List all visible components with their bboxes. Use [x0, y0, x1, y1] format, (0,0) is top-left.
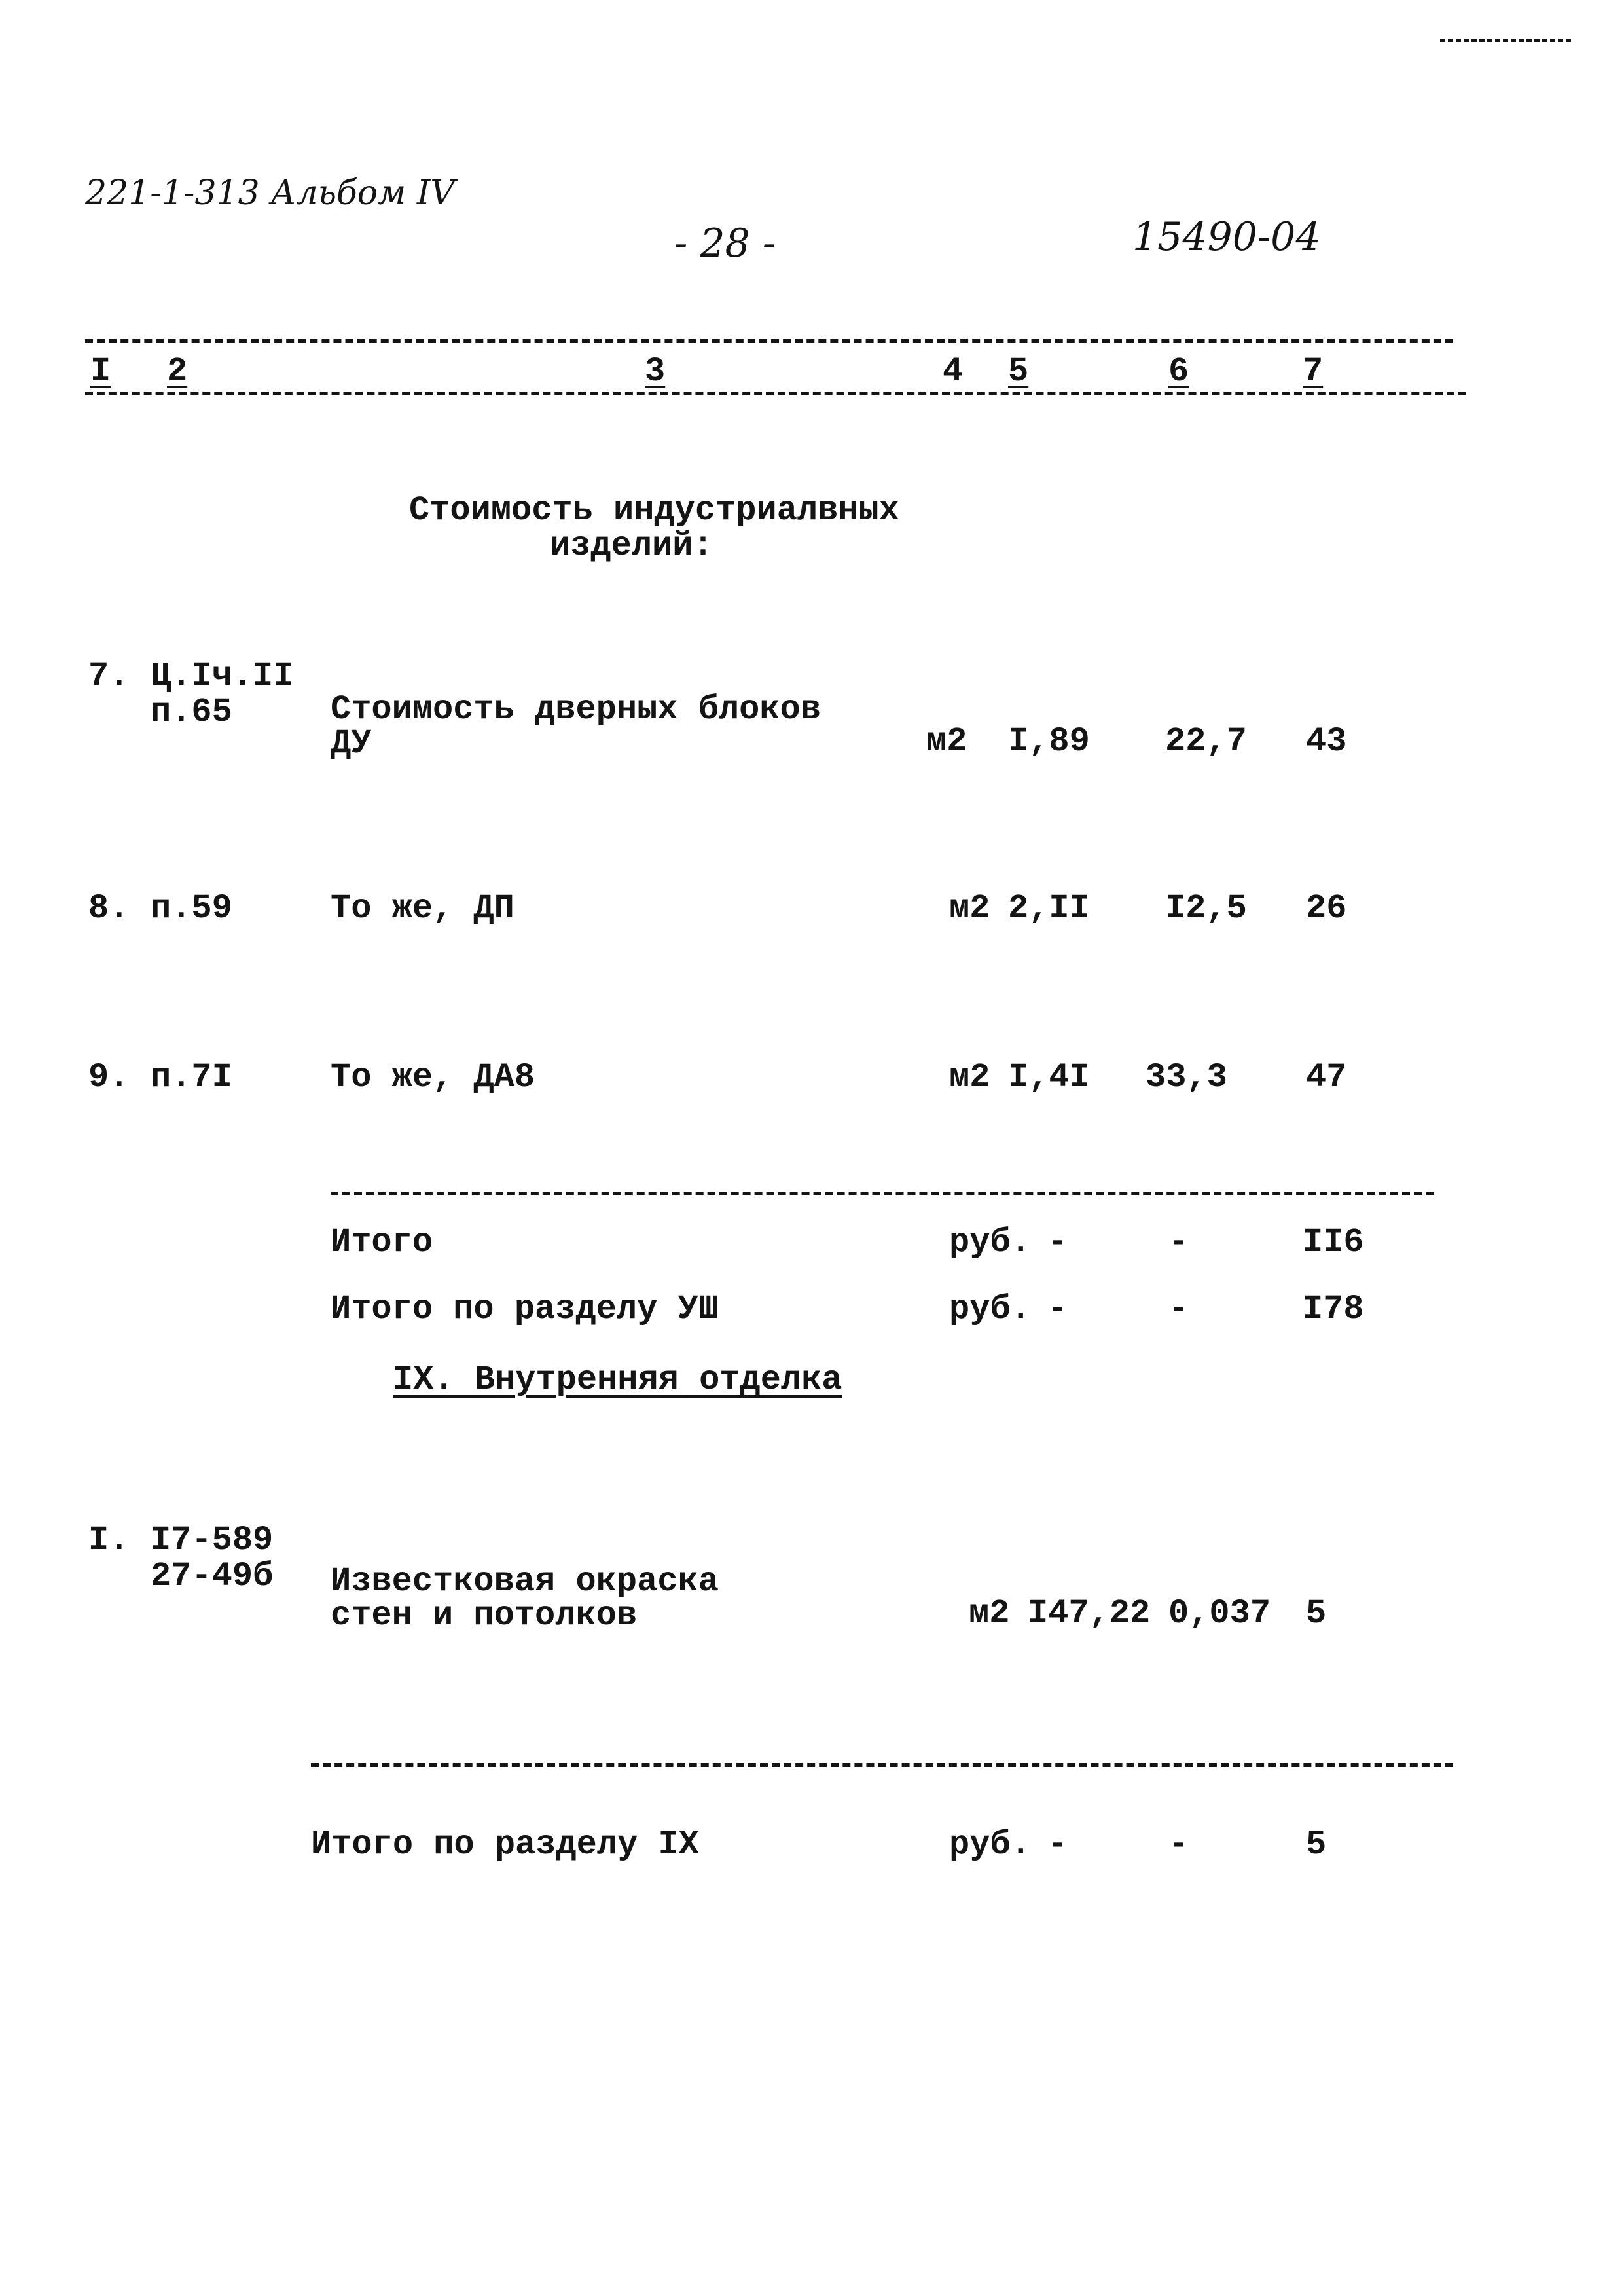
row-price: 33,3 [1146, 1058, 1227, 1097]
row-description: То же, ДП [331, 889, 514, 928]
section-title-line2: изделий: [550, 526, 713, 565]
section-total-label: Итого по разделу IX [311, 1825, 699, 1864]
section-ix-title: IX. Внутренняя отделка [393, 1360, 842, 1399]
totals-divider [331, 1192, 1434, 1195]
subtotal-unit: руб. [949, 1223, 1031, 1262]
row-number: I. [88, 1521, 130, 1559]
subtotal-total: II6 [1303, 1223, 1364, 1262]
column-number-3: 3 [645, 352, 666, 391]
section-total-total: 5 [1306, 1825, 1327, 1864]
row-code: п.7I [151, 1058, 232, 1097]
row-unit: м2 [969, 1594, 1010, 1633]
subtotal-label: Итого [331, 1223, 433, 1262]
row-code-ref: п.65 [151, 693, 232, 731]
column-number-5: 5 [1008, 352, 1029, 391]
row-unit: м2 [949, 889, 990, 928]
row-number: 8. [88, 889, 130, 928]
subtotal-quantity: - [1047, 1223, 1068, 1262]
section-total-label: Итого по разделу УШ [331, 1290, 719, 1328]
row-total: 5 [1306, 1594, 1327, 1633]
row-quantity: I,89 [1008, 722, 1090, 761]
column-number-2: 2 [167, 352, 188, 391]
header-top-rule [85, 339, 1453, 343]
row-unit: м2 [949, 1058, 990, 1097]
section-total-quantity: - [1047, 1825, 1068, 1864]
row-total: 26 [1306, 889, 1347, 928]
section-total-unit: руб. [949, 1825, 1031, 1864]
page-number: - 28 - [674, 221, 776, 266]
section-title-line1: Стоимость индустриалвных [409, 491, 899, 530]
section-total-price: - [1168, 1825, 1189, 1864]
row-code-ref: 27-49б [151, 1557, 274, 1595]
subtotal-price: - [1168, 1223, 1189, 1262]
row-number: 7. [88, 657, 130, 695]
section-total-price: - [1168, 1290, 1189, 1328]
row-quantity: I47,22 [1028, 1594, 1151, 1633]
row-price: I2,5 [1165, 889, 1247, 928]
row-price: 0,037 [1168, 1594, 1271, 1633]
document-code: 15490-04 [1132, 214, 1321, 260]
row-code: I7-589 [151, 1521, 274, 1559]
album-reference: 221-1-313 Альбом IV [85, 173, 455, 213]
row-code: п.59 [151, 889, 232, 928]
row-description-cont: стен и потолков [331, 1596, 638, 1635]
row-quantity: I,4I [1008, 1058, 1090, 1097]
header-bottom-rule [85, 392, 1466, 395]
column-number-4: 4 [943, 352, 964, 391]
row-quantity: 2,II [1008, 889, 1090, 928]
row-description: Известковая окраска [331, 1562, 719, 1601]
section-total-quantity: - [1047, 1290, 1068, 1328]
row-description: То же, ДА8 [331, 1058, 535, 1097]
column-number-7: 7 [1303, 352, 1324, 391]
row-description-cont: ДУ [331, 724, 372, 763]
column-number-6: 6 [1168, 352, 1189, 391]
row-code: Ц.Iч.II [151, 657, 294, 695]
row-description: Стоимость дверных блоков [331, 690, 821, 729]
section-total-total: I78 [1303, 1290, 1364, 1328]
row-total: 43 [1306, 722, 1347, 761]
corner-mark [1440, 39, 1571, 42]
totals-divider [311, 1763, 1453, 1767]
row-unit: м2 [926, 722, 967, 761]
row-price: 22,7 [1165, 722, 1247, 761]
row-total: 47 [1306, 1058, 1347, 1097]
column-number-1: I [90, 352, 111, 391]
row-number: 9. [88, 1058, 130, 1097]
section-total-unit: руб. [949, 1290, 1031, 1328]
